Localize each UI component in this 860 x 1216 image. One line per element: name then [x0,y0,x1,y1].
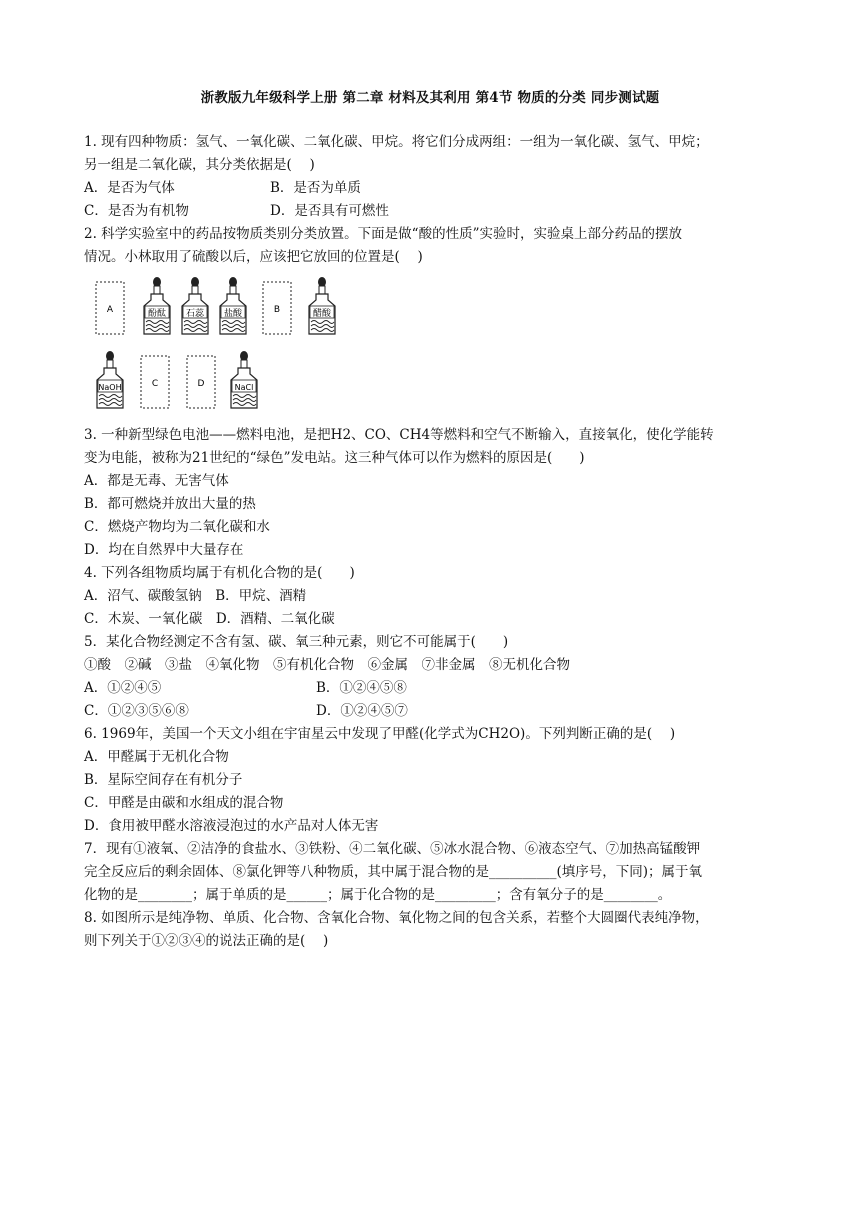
slot-c-label: C [151,379,159,389]
slot-b-label: B [273,305,281,315]
bottle-nacl-label: NaCl [234,383,254,392]
q4-options-cd: C．木炭、一氧化碳 D．酒精、二氧化碳 [84,611,335,627]
q2-stem-line2: 情况。小林取用了硫酸以后，应该把它放回的位置是( ) [84,249,423,265]
q7-line1: 7．现有①液氧、②洁净的食盐水、③铁粉、④二氧化碳、⑤冰水混合物、⑥液态空气、⑦加热高锰酸钾 [84,841,701,857]
q3-stem-line2: 变为电能，被称为21世纪的“绿色”发电站。这三种气体可以作为燃料的原因是( ) [84,450,585,466]
q7-line2: 完全反应后的剩余固体、⑧氯化钾等八种物质，其中属于混合物的是__________(填序号，下同)；属于氧 [84,864,703,880]
q7-line3: 化物的是________；属于单质的是______；属于化合物的是_________；含有氧分子的是________。 [84,887,672,903]
q3-option-c: C．燃烧产物均为二氧化碳和水 [84,519,270,535]
q1-option-a: A．是否为气体 [84,180,175,196]
q1-option-b: B．是否为单质 [270,180,361,196]
q1-stem-line2: 另一组是二氧化碳，其分类依据是( ) [84,157,315,173]
q5-option-a: A．①②④⑤ [84,680,162,696]
bottle-phenolphthalein [144,277,170,334]
q5-stem: 5．某化合物经测定不含有氢、碳、氧三种元素，则它不可能属于( ) [84,634,509,650]
q5-option-c: C．①②③⑤⑥⑧ [84,703,189,719]
q3-option-b: B．都可燃烧并放出大量的热 [84,496,256,512]
q1-option-d: D．是否具有可燃性 [270,203,389,219]
reagent-shelf-figure [84,270,444,420]
bottle-litmus [182,277,208,334]
q6-option-b: B．星际空间存在有机分子 [84,772,243,788]
slot-a-label: A [106,305,114,315]
q6-option-a: A．甲醛属于无机化合物 [84,749,229,765]
q5-option-d: D．①②④⑤⑦ [316,703,408,719]
page-title: 浙教版九年级科学上册 第二章 材料及其利用 第4节 物质的分类 同步测试题 [200,90,660,106]
q3-option-a: A．都是无毒、无害气体 [84,473,229,489]
bottle-hydrochloric-acid [220,277,246,334]
q6-option-c: C．甲醛是由碳和水组成的混合物 [84,795,284,811]
bottle-phenolphthalein-label: 酚酞 [147,309,167,319]
bottle-nacl [231,351,257,408]
bottle-hydrochloric-acid-label: 盐酸 [223,309,243,319]
q6-stem: 6. 1969年，美国一个天文小组在宇宙星云中发现了甲醛(化学式为CH2O)。下列判断正确的是( ) [84,726,676,742]
q1-option-c: C．是否为有机物 [84,203,189,219]
q2-stem-line1: 2. 科学实验室中的药品按物质类别分类放置。下面是做“酸的性质”实验时，实验桌上部分药品的摆放 [84,226,682,242]
bottle-litmus-label: 石蕊 [185,309,205,319]
bottle-acetic-acid [309,277,335,334]
q6-option-d: D．食用被甲醛水溶液浸泡过的水产品对人体无害 [84,818,379,834]
bottle-acetic-acid-label: 醋酸 [312,309,332,319]
q8-stem-line1: 8. 如图所示是纯净物、单质、化合物、含氧化合物、氧化物之间的包含关系，若整个大圆圈代表纯净物， [84,910,709,926]
q4-stem: 4. 下列各组物质均属于有机化合物的是( ) [84,565,355,581]
q5-option-b: B．①②④⑤⑧ [316,680,407,696]
slot-d-label: D [197,379,205,389]
q1-stem-line1: 1. 现有四种物质：氢气、一氧化碳、二氧化碳、甲烷。将它们分成两组：一组为一氧化碳、氢气、甲烷； [84,134,709,150]
bottle-naoh [97,351,123,408]
q5-items: ①酸 ②碱 ③盐 ④氧化物 ⑤有机化合物 ⑥金属 ⑦非金属 ⑧无机化合物 [84,657,570,673]
q8-stem-line2: 则下列关于①②③④的说法正确的是( ) [84,933,329,949]
q3-option-d: D．均在自然界中大量存在 [84,542,244,558]
q3-stem-line1: 3. 一种新型绿色电池——燃料电池，是把H2、CO、CH4等燃料和空气不断输入，直接氧化，使化学能转 [84,427,714,443]
bottle-naoh-label: NaOH [98,383,122,392]
q4-options-ab: A．沼气、碳酸氢钠 B．甲烷、酒精 [84,588,307,604]
